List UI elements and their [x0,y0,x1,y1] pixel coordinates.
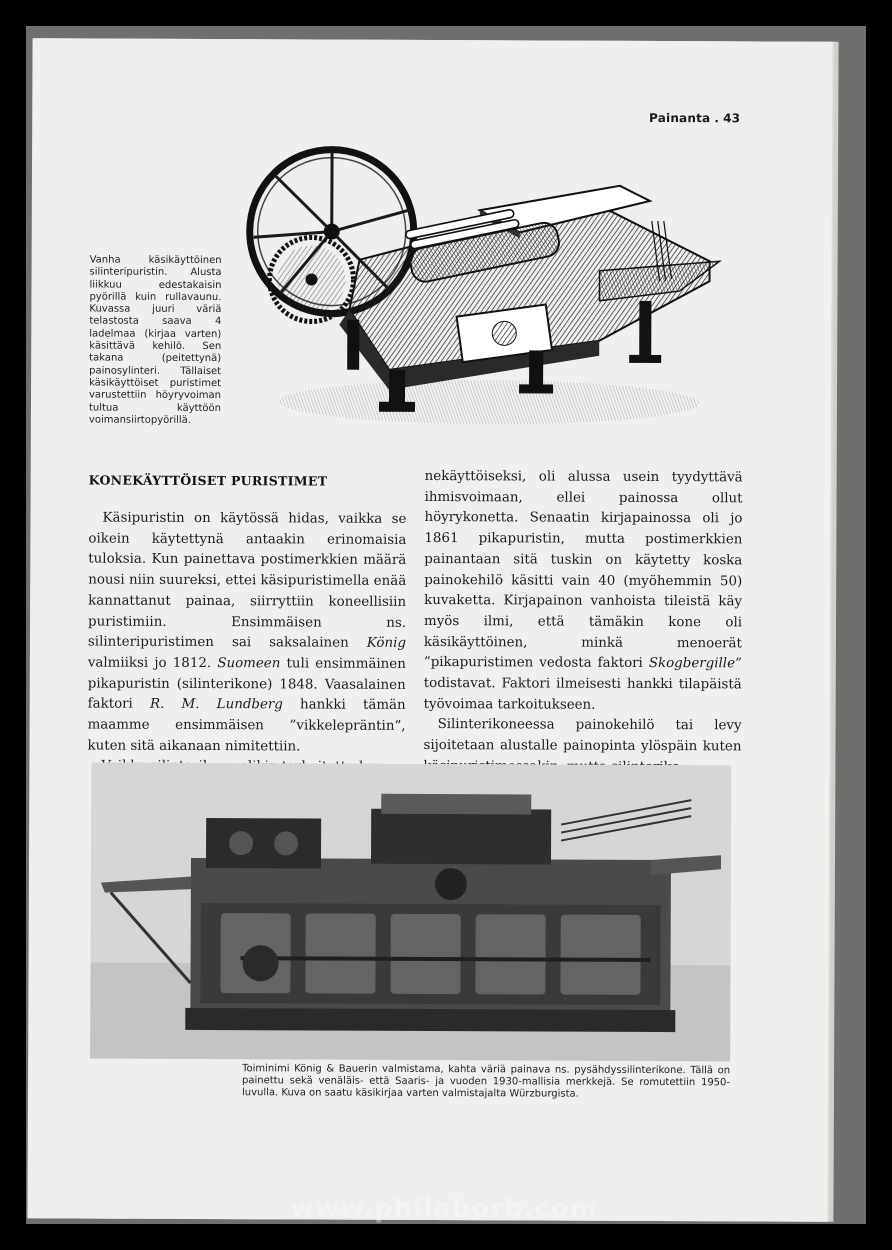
watermark: www.philaborb.com [290,1194,598,1224]
page-number: 43 [723,111,741,126]
running-head [649,111,740,125]
text-column-right [423,467,742,779]
running-head-separator: . [714,111,720,126]
koenig-bauer-press-photo [90,763,731,1062]
running-head-title: Painanta [649,110,711,126]
text-run: valmiiksi jo 1812. [87,655,218,671]
book-page [27,38,832,1221]
emphasis-konig: König [366,635,406,652]
text-run: nekäyttöiseksi, oli alussa usein tyydyttävä ihmisvoimaan, ellei painossa ollut höyrykonetta. Senaatin kirjapainossa oli jo 1861 pikapuristin, mutta postimerkkien painantaan sitä tuskin on käytetty koska painokehilö käsitti vain 40 (myöhemmin 50) kuvaketta. Kirjapainon vanhoista tileistä käy myös ilmi, että tämäkin kone oli käsikäyttöinen, minkä menoerät ”pikapuristimen vedosta faktori [423,468,743,672]
figure-bottom-caption: Toiminimi König & Bauerin valmistama, kahta väriä painava ns. pysähdyssilinterikone. Tällä on painettu sekä venäläis- että Saaris- ja vuoden 1930-mallisia merkkejä. Se romutettiin 1950-luvulla. Kuva on saatu käsikirjaa varten valmistajalta Würzburgista. [241,1063,731,1100]
paragraph [424,467,743,717]
hand-cylinder-press-illustration [239,139,722,437]
emphasis-skogberg: Skogbergille” [648,656,742,672]
section-heading: KONEKÄYTTÖISET PURISTIMET [88,472,328,489]
paragraph [87,509,406,759]
text-run: tuli ensimmäinen pikapuristin (silinterikone) 1848. Vaasalainen faktori [87,656,406,713]
text-run: Käsipuristin on käytössä hidas, vaikka se oikein käytettynä antaakin erinomaisia tuloksia. Kun painettava postimerkkien määrä nousi niin suureksi, ettei käsipuristimella enää kannattanut painaa, siirryttiin koneellisiin puristimiin. Ensimmäisen ns. silinteripuristimen sai saksalainen [87,510,407,651]
text-column-left [87,509,406,780]
emphasis-lundberg: R. M. Lundberg [149,697,283,713]
text-run: todistavat. Faktori ilmeisesti hankki tilapäistä työvoimaa tarkoitukseen. [423,676,742,713]
figure-top-caption: Vanha käsikäyttöinen silinteripuristin. Alusta liikkuu edestakaisin pyörillä kuin rullavaunu. Kuvassa juuri väriä telastosta saava 4 ladelmaa (kirjaa varten) käsittävä kehilö. Sen takana (peitettynä) painosylinteri. Tällaiset käsikäyttöiset puristimet varustettiin höyryvoiman tultua käyttöön voimansiirtopyörillä. [88,254,222,426]
emphasis-suomeen: Suomeen [217,655,281,672]
paragraph: Silinterikoneessa painokehilö tai levy sijoitetaan alustalle painopinta ylöspäin kuten [423,717,742,755]
text-run: hankki tämän maamme ensimmäisen ”vikkelepräntin”, kuten sitä aikanaan nimitettiin. [87,697,406,755]
